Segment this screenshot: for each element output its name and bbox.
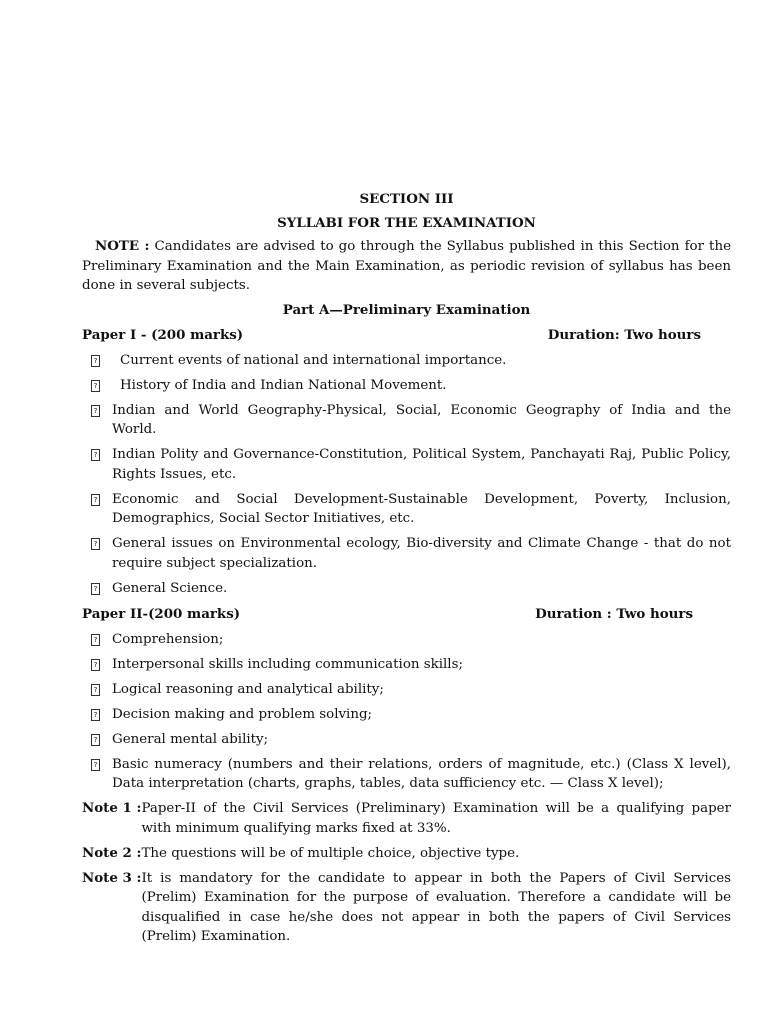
list-item: ? Logical reasoning and analytical ability; (82, 680, 731, 700)
bullet-icon: ? (91, 734, 100, 746)
paper1-title: Paper I - (200 marks) (82, 326, 244, 343)
bullet-icon: ? (91, 634, 100, 646)
note-2-text: The questions will be of multiple choice, objective type. (141, 845, 520, 861)
list-item: ? Interpersonal skills including communication skills; (82, 655, 731, 675)
note-2 (82, 844, 731, 864)
bullet-icon: ? (91, 583, 100, 595)
paper2-duration: Duration : Two hours (535, 605, 693, 622)
paper2-header (82, 604, 731, 624)
bullet-icon: ? (91, 405, 100, 417)
paper1-topic-list (82, 351, 731, 599)
bullet-icon: ? (91, 538, 100, 550)
bullet-icon: ? (91, 449, 100, 461)
list-item: ? General issues on Environmental ecology, Bio-diversity and Climate Change - that do not require subject specialization. (82, 534, 731, 573)
paper2-title: Paper II-(200 marks) (82, 605, 241, 622)
list-item: ? Decision making and problem solving; (82, 705, 731, 725)
part-title: Part A—Preliminary Examination (282, 301, 531, 318)
note-2-label: Note 2 : (82, 844, 142, 861)
bullet-icon: ? (91, 684, 100, 696)
notes-block (82, 799, 731, 947)
intro-note (82, 237, 731, 296)
note-3 (82, 869, 731, 947)
note-1-label: Note 1 : (82, 800, 142, 816)
intro-note-label: NOTE : (95, 238, 150, 254)
bullet-icon: ? (91, 759, 100, 771)
list-item: ? Indian and World Geography-Physical, Social, Economic Geography of India and the World. (82, 401, 731, 440)
list-item: ? General mental ability; (82, 730, 731, 750)
syllabi-heading: SYLLABI FOR THE EXAMINATION (277, 215, 536, 231)
list-item: ? Economic and Social Development-Sustainable Development, Poverty, Inclusion, Demographics, Social Sector Initiatives, etc. (82, 490, 731, 529)
paper1-header (82, 325, 731, 345)
bullet-icon: ? (91, 355, 100, 367)
note-1-text: Paper-II of the Civil Services (Preliminary) Examination will be a qualifying paper with minimum qualifying marks fixed at 33%. (141, 801, 731, 836)
intro-note-text: Candidates are advised to go through the Syllabus published in this Section for the Preliminary Examination and the Main Examination, as periodic revision of syllabus has been done in several subjects. (82, 239, 731, 293)
list-item: ? Comprehension; (82, 630, 731, 650)
note-1 (82, 799, 731, 838)
paper1-duration: Duration: Two hours (547, 326, 701, 343)
bullet-icon: ? (91, 709, 100, 721)
list-item: ? General Science. (82, 579, 731, 599)
paper2-topic-list (82, 630, 731, 794)
bullet-icon: ? (91, 380, 100, 392)
list-item: ? History of India and Indian National Movement. (82, 376, 731, 396)
bullet-icon: ? (91, 659, 100, 671)
section-heading: SECTION III (359, 191, 454, 207)
note-3-label: Note 3 : (82, 869, 142, 886)
note-3-text: It is mandatory for the candidate to appear in both the Papers of Civil Services (Prelim) Examination for the purpose of evaluation. Therefore a candidate will be disqualified in case he/she does not appear in both the papers of Civil Services (Prelim) Examination. (141, 870, 731, 944)
document-page (82, 191, 731, 952)
list-item: ? Basic numeracy (numbers and their relations, orders of magnitude, etc.) (Class X level), Data interpretation (charts, graphs, tables, data sufficiency etc. — Class X level); (82, 755, 731, 794)
bullet-icon: ? (91, 494, 100, 506)
list-item: ? Indian Polity and Governance-Constitution, Political System, Panchayati Raj, Public Policy, Rights Issues, etc. (82, 445, 731, 484)
list-item: ? Current events of national and international importance. (82, 351, 731, 371)
